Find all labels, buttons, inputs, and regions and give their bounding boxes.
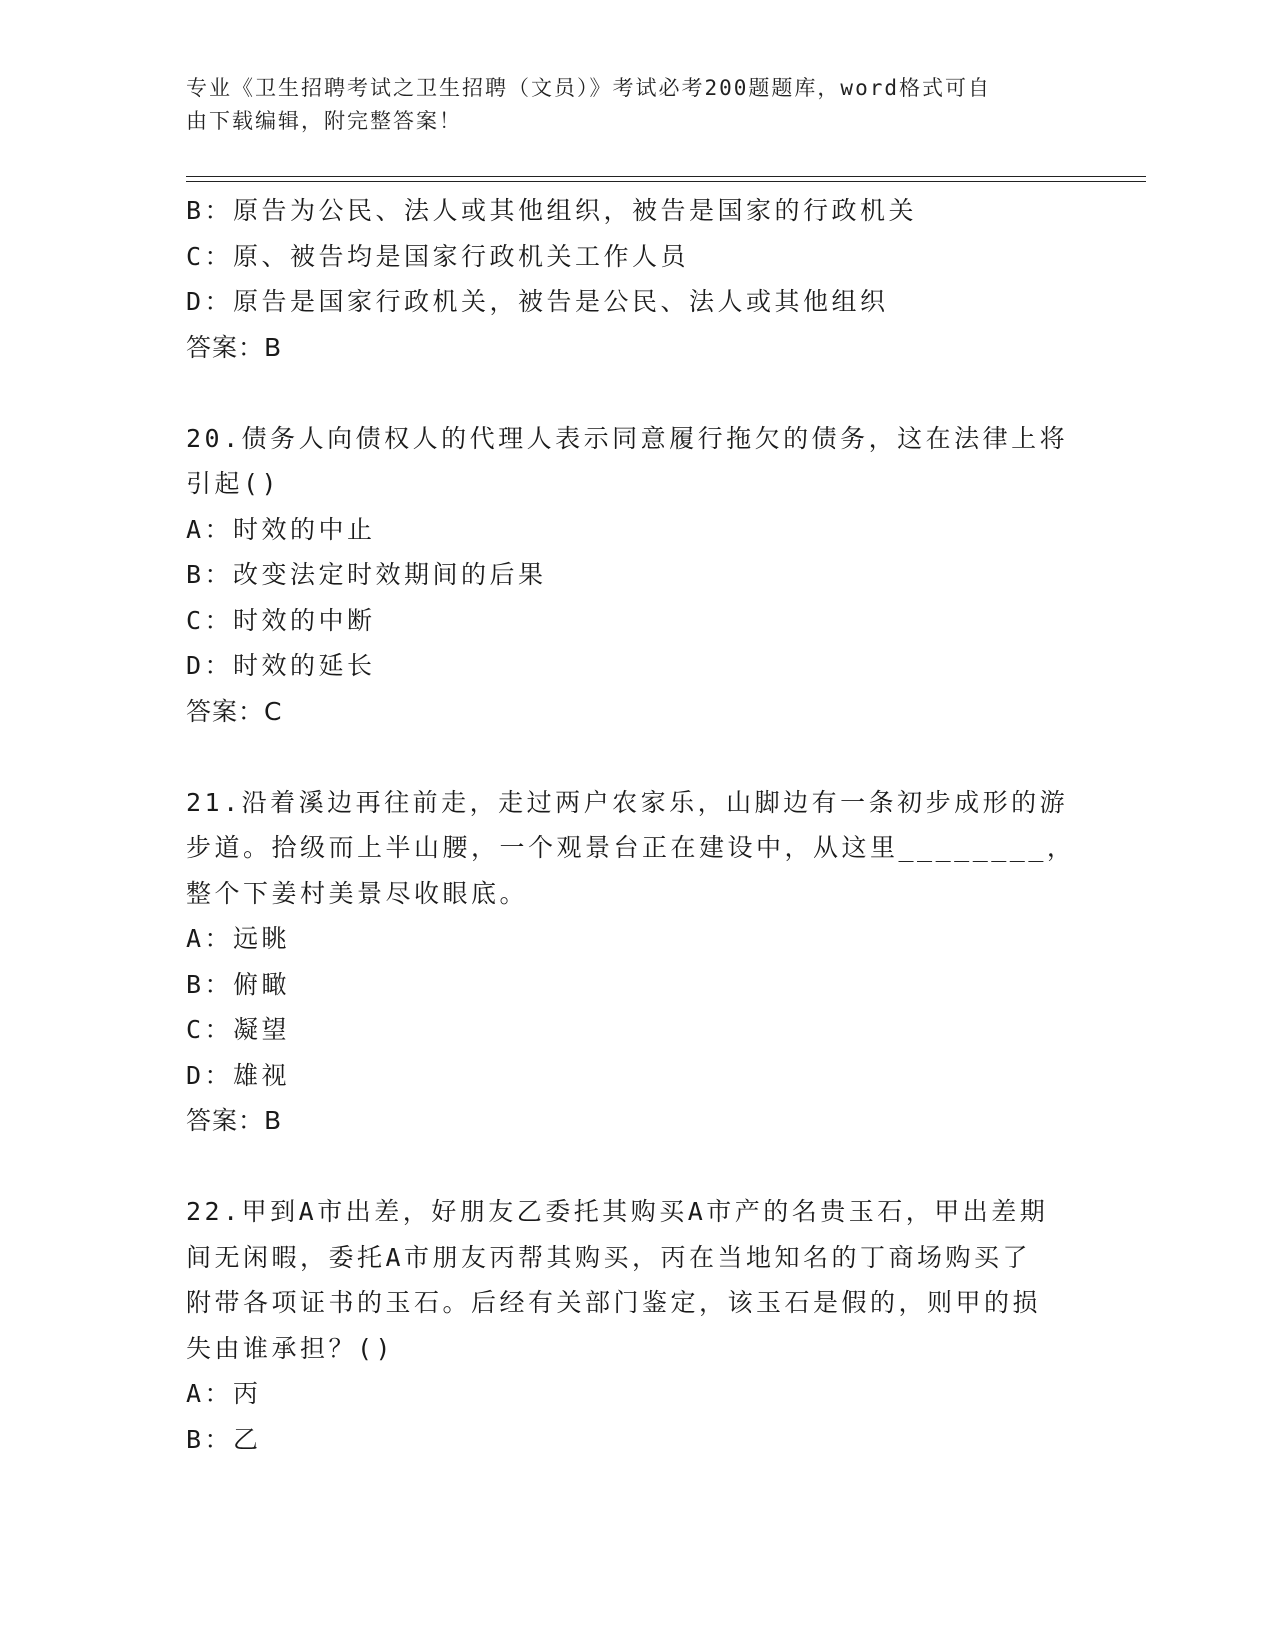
question-stem-line: 失由谁承担？() <box>186 1333 395 1363</box>
spacer <box>186 734 1086 780</box>
option-c: C：凝望 <box>186 1015 291 1044</box>
spacer <box>186 370 1086 416</box>
question-stem-line: 22.甲到A市出差，好朋友乙委托其购买A市产的名贵玉石，甲出差期 <box>186 1197 1049 1226</box>
question-stem-line: 20.债务人向债权人的代理人表示同意履行拖欠的债务，这在法律上将 <box>186 423 1069 453</box>
question-stem-line: 整个下姜村美景尽收眼底。 <box>186 878 529 908</box>
option-c: C：时效的中断 <box>186 605 376 635</box>
question-stem-line: 步道。拾级而上半山腰，一个观景台正在建设中，从这里________， <box>186 833 1076 862</box>
option-a: A：丙 <box>186 1379 262 1408</box>
question-22 <box>186 1189 1086 1462</box>
option-b: B：乙 <box>186 1424 262 1454</box>
spacer <box>186 1144 1086 1190</box>
answer: 答案：B <box>186 1106 283 1135</box>
option-b: B：原告为公民、法人或其他组织，被告是国家的行政机关 <box>186 196 918 225</box>
question-19-tail <box>186 188 1086 370</box>
option-a: A：远眺 <box>186 924 291 953</box>
option-b: B：俯瞰 <box>186 969 291 999</box>
option-d: D：雄视 <box>186 1060 291 1090</box>
answer: 答案：B <box>186 332 283 362</box>
question-stem-line: 间无闲暇，委托A市朋友丙帮其购买，丙在当地知名的丁商场购买了 <box>186 1242 1032 1272</box>
document-header <box>186 72 1066 138</box>
question-stem-line: 21.沿着溪边再往前走，走过两户农家乐，山脚边有一条初步成形的游 <box>186 787 1069 817</box>
header-line-2: 由下载编辑，附完整答案！ <box>186 109 462 133</box>
option-d: D：时效的延长 <box>186 651 376 680</box>
question-20 <box>186 416 1086 735</box>
answer: 答案：C <box>186 696 283 726</box>
header-line-1: 专业《卫生招聘考试之卫生招聘（文员）》考试必考200题题库，word格式可自 <box>186 76 991 100</box>
question-21 <box>186 780 1086 1144</box>
question-stem-line: 引起() <box>186 469 281 498</box>
header-rule-top <box>186 176 1146 177</box>
question-list <box>186 188 1086 1462</box>
option-d: D：原告是国家行政机关，被告是公民、法人或其他组织 <box>186 287 889 316</box>
question-stem-line: 附带各项证书的玉石。后经有关部门鉴定，该玉石是假的，则甲的损 <box>186 1288 1042 1317</box>
option-a: A：时效的中止 <box>186 514 376 544</box>
header-rule-bottom <box>186 181 1146 182</box>
option-c: C：原、被告均是国家行政机关工作人员 <box>186 241 690 271</box>
option-b: B：改变法定时效期间的后果 <box>186 560 547 589</box>
